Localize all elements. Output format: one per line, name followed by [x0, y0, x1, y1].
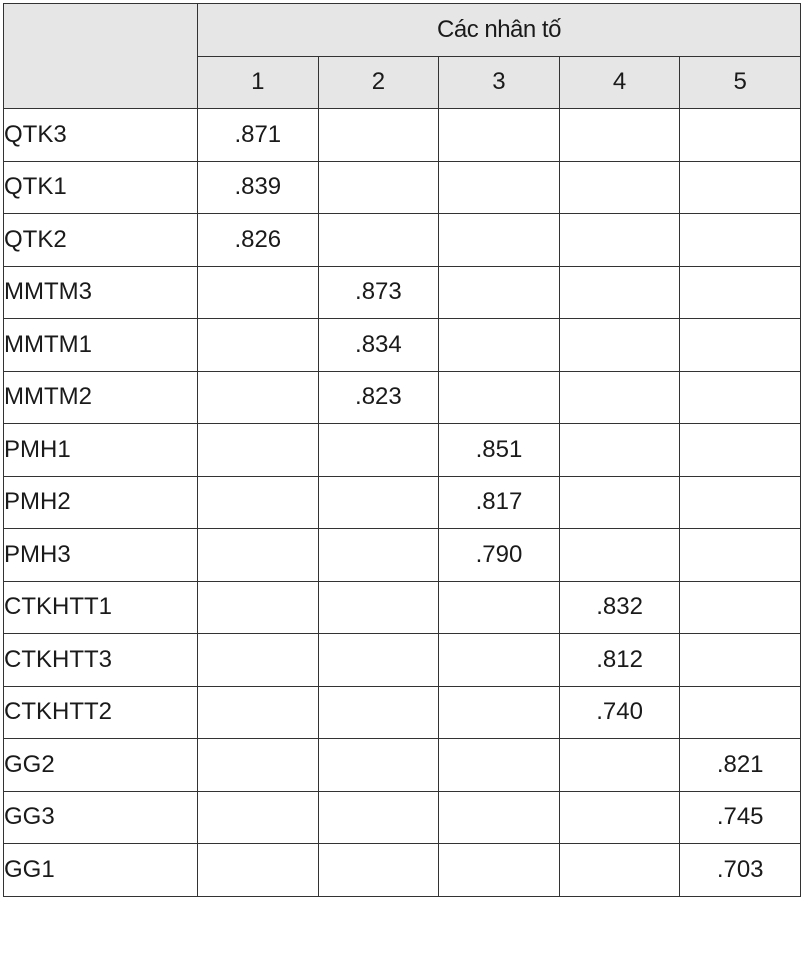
- table-row: [4, 109, 801, 162]
- loading-cell: .740: [559, 686, 680, 739]
- loading-cell: [559, 791, 680, 844]
- item-label: QTK1: [4, 161, 198, 214]
- item-label: PMH2: [4, 476, 198, 529]
- loading-cell: [439, 634, 560, 687]
- item-label: MMTM1: [4, 319, 198, 372]
- loading-cell: [439, 266, 560, 319]
- loading-cell: .832: [559, 581, 680, 634]
- loading-cell: [439, 791, 560, 844]
- loading-cell: [318, 634, 439, 687]
- item-label: CTKHTT2: [4, 686, 198, 739]
- loading-cell: [318, 161, 439, 214]
- loading-cell: [559, 109, 680, 162]
- table-row: [4, 161, 801, 214]
- loading-cell: [559, 476, 680, 529]
- loading-cell: [439, 319, 560, 372]
- loading-cell: [680, 214, 801, 267]
- loading-cell: [318, 844, 439, 897]
- loading-cell: [559, 319, 680, 372]
- item-label: CTKHTT1: [4, 581, 198, 634]
- loading-cell: [439, 581, 560, 634]
- loading-cell: .871: [198, 109, 319, 162]
- loading-cell: [680, 319, 801, 372]
- item-label: MMTM3: [4, 266, 198, 319]
- loading-cell: [680, 634, 801, 687]
- item-label: GG3: [4, 791, 198, 844]
- item-label: PMH3: [4, 529, 198, 582]
- loading-cell: [680, 686, 801, 739]
- loading-cell: [198, 424, 319, 477]
- loading-cell: [198, 529, 319, 582]
- loading-cell: [559, 161, 680, 214]
- table-row: [4, 319, 801, 372]
- table-row: [4, 371, 801, 424]
- loading-cell: [318, 476, 439, 529]
- item-label: QTK3: [4, 109, 198, 162]
- loading-cell: .873: [318, 266, 439, 319]
- loading-cell: [198, 476, 319, 529]
- loading-cell: [680, 109, 801, 162]
- loading-cell: [318, 529, 439, 582]
- loading-cell: [680, 581, 801, 634]
- loading-cell: .821: [680, 739, 801, 792]
- item-label: QTK2: [4, 214, 198, 267]
- loading-cell: .826: [198, 214, 319, 267]
- table-row: [4, 686, 801, 739]
- loading-cell: [680, 529, 801, 582]
- loading-cell: [559, 371, 680, 424]
- table-row: [4, 476, 801, 529]
- corner-cell: [4, 4, 198, 109]
- factors-group-header: Các nhân tố: [198, 4, 801, 57]
- rotated-component-matrix: [3, 3, 801, 897]
- loading-cell: [198, 739, 319, 792]
- loading-cell: [198, 581, 319, 634]
- table-row: [4, 844, 801, 897]
- loading-cell: [439, 686, 560, 739]
- factor-header-5: 5: [680, 56, 801, 109]
- loading-cell: [198, 844, 319, 897]
- loading-cell: [680, 476, 801, 529]
- loading-cell: [680, 424, 801, 477]
- loading-cell: [439, 109, 560, 162]
- item-label: PMH1: [4, 424, 198, 477]
- loading-cell: [439, 214, 560, 267]
- loading-cell: [198, 686, 319, 739]
- table-row: [4, 791, 801, 844]
- loading-cell: [318, 791, 439, 844]
- loading-cell: .812: [559, 634, 680, 687]
- loading-cell: [198, 319, 319, 372]
- loading-cell: .823: [318, 371, 439, 424]
- item-label: GG1: [4, 844, 198, 897]
- loading-cell: [318, 109, 439, 162]
- factor-header-1: 1: [198, 56, 319, 109]
- item-label: MMTM2: [4, 371, 198, 424]
- table-row: [4, 634, 801, 687]
- loading-cell: [680, 161, 801, 214]
- loading-cell: [680, 371, 801, 424]
- loading-cell: .839: [198, 161, 319, 214]
- loading-cell: [559, 739, 680, 792]
- loading-cell: [198, 634, 319, 687]
- factor-header-4: 4: [559, 56, 680, 109]
- loading-cell: [559, 529, 680, 582]
- loading-cell: [559, 214, 680, 267]
- table-row: [4, 424, 801, 477]
- loading-cell: [559, 844, 680, 897]
- loading-cell: .790: [439, 529, 560, 582]
- loading-cell: [439, 161, 560, 214]
- loading-cell: .817: [439, 476, 560, 529]
- item-label: CTKHTT3: [4, 634, 198, 687]
- loading-cell: [318, 214, 439, 267]
- loading-cell: .851: [439, 424, 560, 477]
- table-row: [4, 739, 801, 792]
- loading-cell: [318, 739, 439, 792]
- loading-cell: [198, 266, 319, 319]
- loading-cell: [198, 791, 319, 844]
- table-row: [4, 266, 801, 319]
- loading-cell: .834: [318, 319, 439, 372]
- table-row: [4, 214, 801, 267]
- factor-header-2: 2: [318, 56, 439, 109]
- loading-cell: [559, 424, 680, 477]
- loading-cell: .745: [680, 791, 801, 844]
- matrix-body: [4, 109, 801, 897]
- loading-cell: [318, 424, 439, 477]
- loading-cell: [198, 371, 319, 424]
- loading-cell: [559, 266, 680, 319]
- loading-cell: [680, 266, 801, 319]
- loading-cell: [439, 739, 560, 792]
- loading-cell: [318, 686, 439, 739]
- header-row-group: [4, 4, 801, 57]
- item-label: GG2: [4, 739, 198, 792]
- loading-cell: [318, 581, 439, 634]
- factor-header-3: 3: [439, 56, 560, 109]
- loading-cell: .703: [680, 844, 801, 897]
- table-row: [4, 581, 801, 634]
- loading-cell: [439, 371, 560, 424]
- loading-cell: [439, 844, 560, 897]
- table-row: [4, 529, 801, 582]
